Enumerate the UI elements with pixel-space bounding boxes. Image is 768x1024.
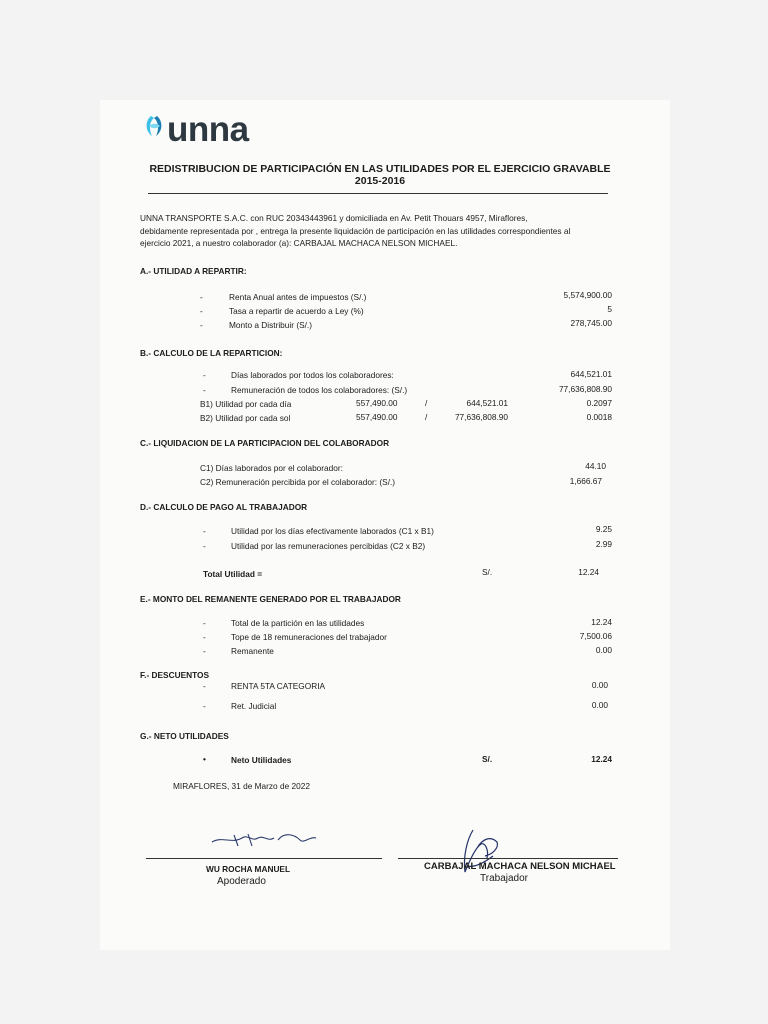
section-g-heading: G.- NETO UTILIDADES (140, 731, 229, 741)
row-label: Remuneración de todos los colaboradores: (S/.) (231, 385, 408, 395)
section-c-heading: C.- LIQUIDACION DE LA PARTICIPACION DEL COLABORADOR (140, 438, 390, 448)
right-signer-name: CARBAJAL MACHACA NELSON MICHAEL (424, 861, 616, 872)
section-a-heading: A.- UTILIDAD A REPARTIR: (140, 266, 247, 276)
bullet: - (200, 306, 203, 316)
intro-paragraph (140, 212, 618, 250)
right-signer-role: Trabajador (480, 873, 528, 884)
row-label: Monto a Distribuir (S/.) (229, 320, 312, 330)
left-signer-name: WU ROCHA MANUEL (206, 864, 291, 874)
document-period: 2015-2016 (354, 175, 406, 187)
bullet: - (203, 646, 206, 656)
net-value: 12.24 (591, 754, 612, 764)
total-currency: S/. (482, 567, 493, 577)
bullet: - (200, 292, 203, 302)
row-value: 12.24 (591, 617, 612, 627)
bullet: - (203, 701, 206, 711)
section-f-heading: F.- DESCUENTOS (140, 670, 209, 680)
left-signature-line (146, 858, 382, 859)
row-label: Tope de 18 remuneraciones del trabajador (231, 632, 387, 642)
row-value: 0.0018 (586, 412, 612, 422)
bullet: - (203, 526, 206, 536)
row-label: Días laborados por todos los colaboradores: (231, 370, 394, 380)
row-value: 2.99 (595, 539, 612, 549)
bullet: - (200, 320, 203, 330)
left-signer-role: Apoderado (217, 876, 266, 887)
row-label: Total de la partición en las utilidades (231, 618, 365, 628)
intro-line: debidamente representada por , entrega la presente liquidación de participación en las utilidades correspondientes al (140, 225, 571, 236)
row-label: Utilidad por las remuneraciones percibidas (C2 x B2) (231, 541, 426, 551)
bullet: - (203, 370, 206, 380)
place-date: MIRAFLORES, 31 de Marzo de 2022 (173, 781, 310, 791)
row-value: 0.00 (595, 645, 612, 655)
calc-operator: / (425, 412, 428, 422)
row-label: Renta Anual antes de impuestos (S/.) (229, 292, 367, 302)
row-label: C2) Remuneración percibida por el colaborador: (S/.) (200, 477, 396, 487)
title-divider (148, 193, 608, 194)
row-label: Utilidad por los días efectivamente laborados (C1 x B1) (231, 526, 434, 536)
left-signature-icon (208, 826, 318, 856)
row-label: Tasa a repartir de acuerdo a Ley (%) (229, 306, 364, 316)
bullet: - (203, 618, 206, 628)
row-value: 44.10 (585, 461, 606, 471)
row-value: 644,521.01 (570, 369, 612, 379)
total-label: Total Utilidad = (203, 569, 263, 579)
calc-numerator: 557,490.00 (356, 398, 398, 408)
net-currency: S/. (482, 754, 493, 764)
row-value: 5 (607, 304, 612, 314)
document-title: REDISTRIBUCION DE PARTICIPACIÓN EN LAS UTILIDADES POR EL EJERCICIO GRAVABLE (149, 163, 611, 175)
row-value: 0.2097 (586, 398, 612, 408)
bullet: - (203, 541, 206, 551)
section-e-heading: E.- MONTO DEL REMANENTE GENERADO POR EL TRABAJADOR (140, 594, 401, 604)
net-label: Neto Utilidades (231, 755, 292, 765)
calc-denominator: 644,521.01 (466, 398, 508, 408)
calc-operator: / (425, 398, 428, 408)
total-value: 12.24 (578, 567, 599, 577)
intro-line: UNNA TRANSPORTE S.A.C. con RUC 20343443961 y domiciliada en Av. Petit Thouars 4957, Miraflores, (140, 213, 528, 223)
row-value: 1,666.67 (569, 476, 602, 486)
calc-denominator: 77,636,808.90 (454, 412, 508, 422)
calc-label: B1) Utilidad por cada día (200, 399, 292, 409)
row-value: 0.00 (591, 680, 608, 690)
bullet: • (203, 754, 206, 764)
row-value: 77,636,808.90 (558, 384, 612, 394)
intro-line: ejercicio 2021, a nuestro colaborador (a): CARBAJAL MACHACA NELSON MICHAEL. (140, 238, 458, 248)
row-value: 278,745.00 (570, 318, 612, 328)
row-value: 9.25 (595, 524, 612, 534)
right-signature-line (398, 858, 618, 859)
section-d-heading: D.- CALCULO DE PAGO AL TRABAJADOR (140, 502, 308, 512)
row-label: Remanente (231, 646, 274, 656)
row-label: RENTA 5TA CATEGORIA (231, 681, 326, 691)
bullet: - (203, 632, 206, 642)
bullet: - (203, 681, 206, 691)
calc-numerator: 557,490.00 (356, 412, 398, 422)
row-value: 0.00 (591, 700, 608, 710)
row-label: C1) Días laborados por el colaborador: (200, 463, 343, 473)
logo-mark-icon (143, 112, 167, 140)
section-b-heading: B.- CALCULO DE LA REPARTICION: (140, 348, 283, 358)
row-value: 7,500.06 (579, 631, 612, 641)
bullet: - (203, 385, 206, 395)
row-value: 5,574,900.00 (563, 290, 612, 300)
logo-wordmark: unna (167, 110, 249, 149)
calc-label: B2) Utilidad por cada sol (200, 413, 291, 423)
row-label: Ret. Judicial (231, 701, 277, 711)
